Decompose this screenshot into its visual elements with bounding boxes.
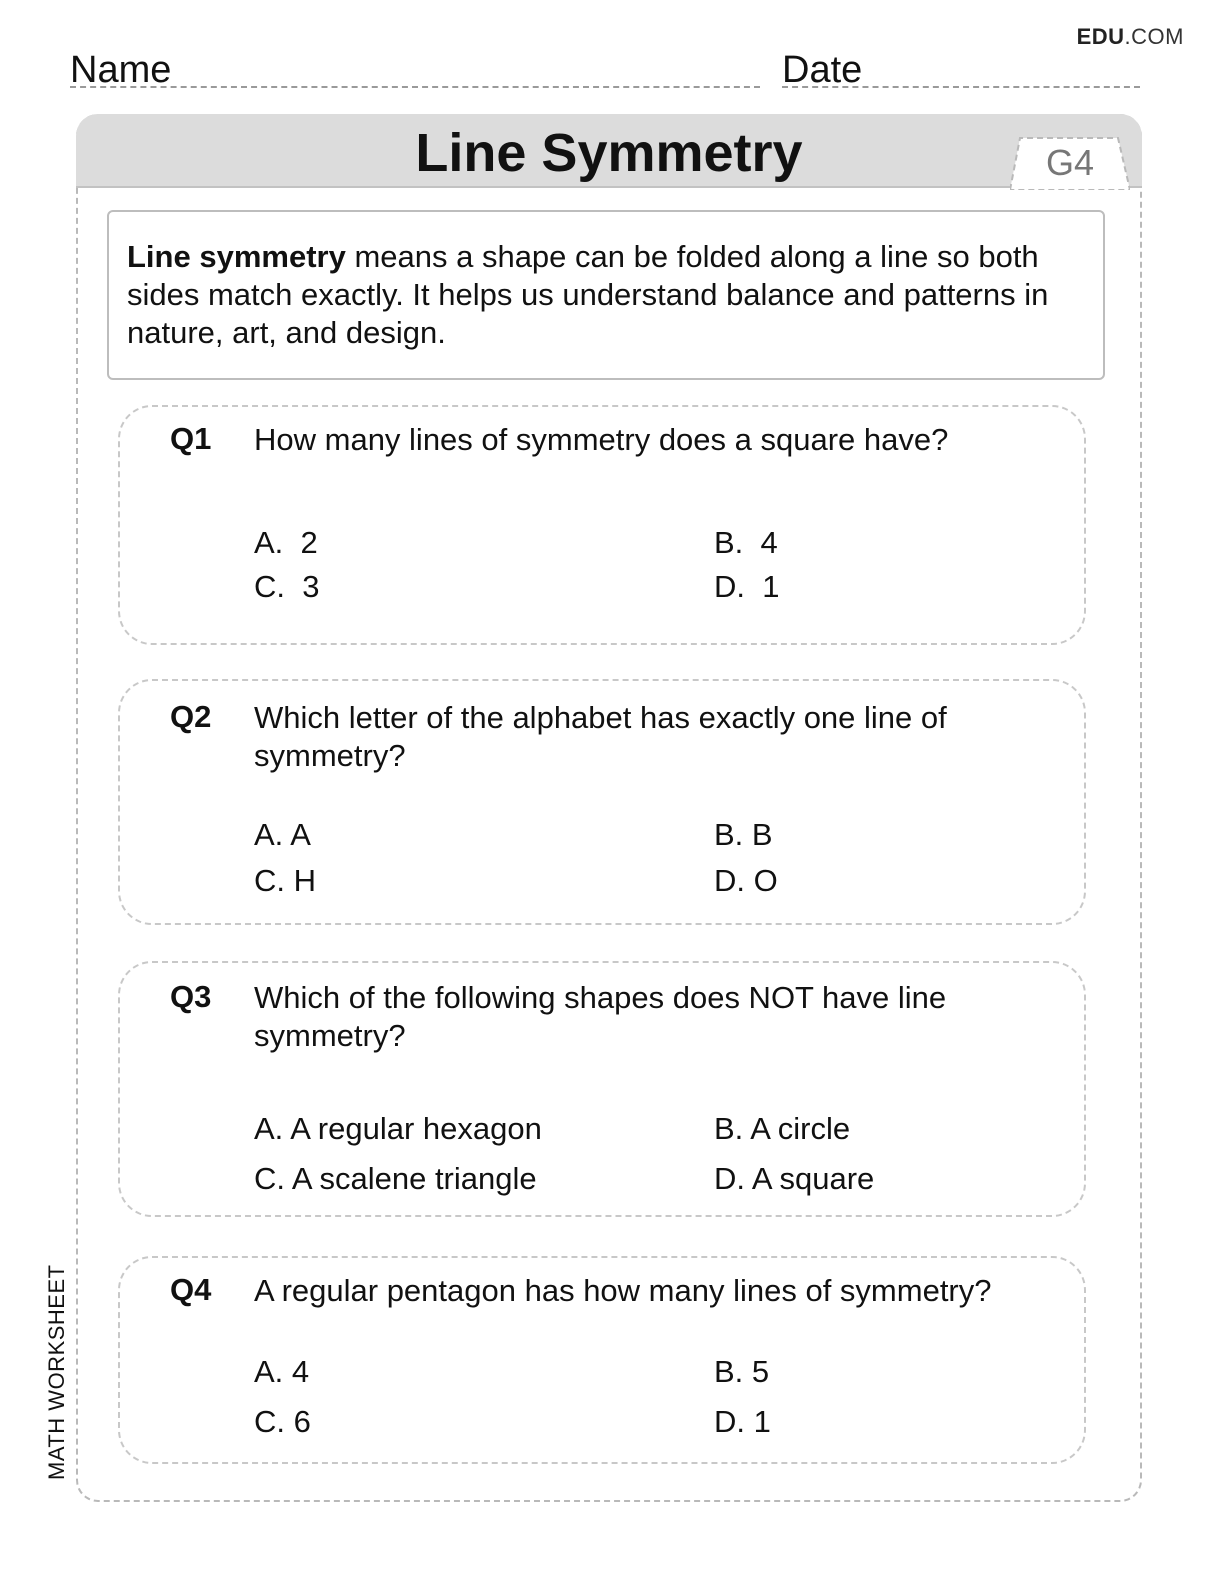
question-text: A regular pentagon has how many lines of symmetry? xyxy=(254,1273,992,1308)
option-c[interactable]: C. 6 xyxy=(254,1404,311,1439)
option-d[interactable]: D. 1 xyxy=(714,1404,771,1439)
name-line xyxy=(70,86,760,88)
option-a[interactable]: A. A xyxy=(254,817,311,852)
option-d[interactable]: D. 1 xyxy=(714,569,780,604)
name-field[interactable] xyxy=(70,50,760,90)
option-b[interactable]: B. A circle xyxy=(714,1111,851,1146)
question-number: Q1 xyxy=(170,421,212,456)
question-text: How many lines of symmetry does a square have? xyxy=(254,422,949,457)
question-card-2 xyxy=(118,679,1086,925)
option-c[interactable]: C. A scalene triangle xyxy=(254,1161,537,1196)
grade-tab xyxy=(1010,136,1130,190)
option-b[interactable]: B. 4 xyxy=(714,525,778,560)
intro-term: Line symmetry xyxy=(127,239,346,274)
question-number: Q4 xyxy=(170,1272,212,1307)
question-text: Which letter of the alphabet has exactly one line of symmetry? xyxy=(254,700,947,773)
date-line xyxy=(782,86,1140,88)
brand-logo: EDU.COM xyxy=(1076,24,1184,49)
grade-label: G4 xyxy=(1045,142,1095,183)
question-number: Q2 xyxy=(170,699,212,734)
intro-box xyxy=(107,210,1105,380)
option-c[interactable]: C. H xyxy=(254,863,317,898)
page-title: Line Symmetry xyxy=(415,123,803,183)
option-a[interactable]: A. 2 xyxy=(254,525,318,560)
date-field[interactable] xyxy=(782,50,1140,90)
title-header xyxy=(76,114,1142,188)
question-card-4 xyxy=(118,1256,1086,1464)
question-number: Q3 xyxy=(170,979,212,1014)
question-card-1 xyxy=(118,405,1086,645)
option-b[interactable]: B. 5 xyxy=(714,1354,770,1389)
question-text: Which of the following shapes does NOT have line symmetry? xyxy=(254,980,947,1053)
option-d[interactable]: D. O xyxy=(714,863,778,898)
option-b[interactable]: B. B xyxy=(714,817,773,852)
question-card-3 xyxy=(118,961,1086,1217)
side-label: MATH WORKSHEET xyxy=(44,1264,69,1480)
option-a[interactable]: A. 4 xyxy=(254,1354,310,1389)
option-c[interactable]: C. 3 xyxy=(254,569,320,604)
option-a[interactable]: A. A regular hexagon xyxy=(254,1111,542,1146)
intro-text: means a shape can be folded along a line so both sides match exactly. It helps us understand balance and patterns in nature, art, and design. xyxy=(127,239,1049,350)
date-label: Date xyxy=(782,49,863,91)
option-d[interactable]: D. A square xyxy=(714,1161,875,1196)
name-label: Name xyxy=(70,49,172,91)
